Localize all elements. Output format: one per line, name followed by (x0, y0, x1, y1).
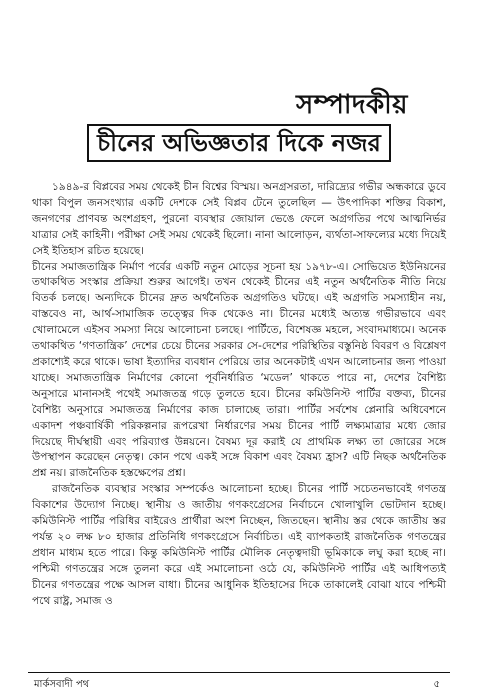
headline: চীনের অভিজ্ঞতার দিকে নজর (87, 124, 391, 162)
paragraph-2: চীনের সমাজতান্ত্রিক নির্মাণ পর্বের একটি নতুন মোড়ের সূচনা হয় ১৯৭৮-এ। সোভিয়েত ইউনিয়নের তথাকথিত সংস্কার প্রক্রিয়া শুরুর আগেই। তখন থেকেই চীনের এই নতুন অর্থনৈতিক নীতি নিয়ে বিতর্ক চলছে। অন্যদিকে চীনের দ্রুত অর্থনৈতিক অগ্রগতিও ঘটছে। এই অগ্রগতি সমস্যাহীন নয়, বাস্তবেও না, আর্থ-সামাজিক তত্ত্বের দিক থেকেও না। চীনের মধ্যেই অত্যন্ত গভীরভাবে এবং খোলামেলে এইসব সমস্যা নিয়ে আলোচনা চলছে। পার্টিতে, বিশেষজ্ঞ মহলে, সংবাদমাধ্যমে। অনেক তথাকথিত ‘গণতান্ত্রিক’ দেশের চেয়ে চীনের সরকার সে-দেশের পরিস্থিতির বস্তুনিষ্ঠ বিবরণ ও বিশ্লেষণ প্রকাশ্যেই করে থাকে। ভাষা ইত্যাদির ব্যবধান পেরিয়ে তার অনেকটাই এখন আলোচনার জন্য পাওয়া যাচ্ছে। সমাজতান্ত্রিক নির্মাণের কোনো পূর্বনির্ধারিত ‘মডেল’ থাকতে পারে না, দেশের বৈশিষ্ট্য অনুসারে মানানসই পথেই সমাজতন্ত্র গড়ে তুলতে হবে। চীনের কমিউনিস্ট পার্টির বক্তব্য, চীনের বৈশিষ্ট্য অনুসারে সমাজতন্ত্র নির্মাণের কাজ চালাচ্ছে তারা। পার্টির সর্বশেষ প্লেনারি অধিবেশনে একাদশ পঞ্চবার্ষিকী পরিকল্পনার রূপরেখা নির্ধারণের সময় চীনের পার্টি লক্ষ্যমাত্রার মধ্যে জোর দিয়েছে দীর্ঘস্থায়ী এবং পরিব্যাপ্ত উন্নয়নে। বৈষম্য দূর করাই যে প্রাথমিক লক্ষ্য তা জোরের সঙ্গে উপস্থাপন করেছেন নেতৃত্ব। কোন পথে একই সঙ্গে বিকাশ এবং বৈষম্য হ্রাস? এটি নিছক অর্থনৈতিক প্রশ্ন নয়। রাজনৈতিক হস্তক্ষেপের প্রশ্ন। (32, 260, 446, 480)
headline-container (0, 124, 478, 162)
paragraph-1: ১৯৪৯-র বিপ্লবের সময় থেকেই চীন বিশ্বের বিস্ময়। অনগ্রসরতা, দারিদ্র্যের গভীর অন্ধকারে ডুবে থাকা বিপুল জনসংখ্যার একটি দেশকে সেই বিপ্লব টেনে তুলেছিল — উৎপাদিকা শক্তির বিকাশ, জনগণের প্রাণবন্ত অংশগ্রহণ, পুরনো ব্যবস্থার জোয়াল ভেঙে ফেলে অগ্রগতির পথে আত্মনির্ভর যাত্রার সেই কাহিনী। পরীক্ষা সেই সময় থেকেই ছিলো। নানা আলোড়ন, ব্যর্থতা-সাফল্যের মধ্যে দিয়েই সেই ইতিহাস রচিত হয়েছে। (32, 181, 446, 257)
page-number: ৫ (433, 679, 440, 690)
paragraph-3: রাজনৈতিক ব্যবস্থার সংস্কার সম্পর্কেও আলোচনা হচ্ছে। চীনের পার্টি সচেতনভাবেই গণতন্ত্র বিকাশের উদ্যোগ নিচ্ছে। স্থানীয় ও জাতীয় গণকংগ্রেসের নির্বাচনে খোলাখুলি ভোটদান হচ্ছে। কমিউনিস্ট পার্টির পরিধির বাইরেও প্রার্থীরা অংশ নিচ্ছেন, জিতছেন। স্থানীয় স্তর থেকে জাতীয় স্তর পর্যন্ত ২০ লক্ষ ৮০ হাজার প্রতিনিধি গণকংগ্রেসে নির্বাচিত। এই ব্যাপকতাই রাজনৈতিক গণতন্ত্রের প্রধান মাধ্যম হতে পারে। কিন্তু কমিউনিস্ট পার্টির মৌলিক নেতৃত্বদায়ী ভূমিকাকে লঘু করা হচ্ছে না। পশ্চিমী গণতন্ত্রের সঙ্গে তুলনা করে এই সমালোচনা ওঠে যে, কমিউনিস্ট পার্টির এই আধিপত্যই চীনের গণতন্ত্রের পক্ষে আসল বাধা। চীনের আধুনিক ইতিহাসের দিকে তাকালেই বোঝা যাবে পশ্চিমী পথে রাষ্ট্র, সমাজ ও (32, 483, 446, 607)
footer-divider (28, 672, 450, 673)
footer-publication: মার্কসবাদী পথ (34, 679, 90, 690)
section-label: সম্পাদকীয় (296, 90, 408, 120)
article-body (32, 180, 446, 609)
